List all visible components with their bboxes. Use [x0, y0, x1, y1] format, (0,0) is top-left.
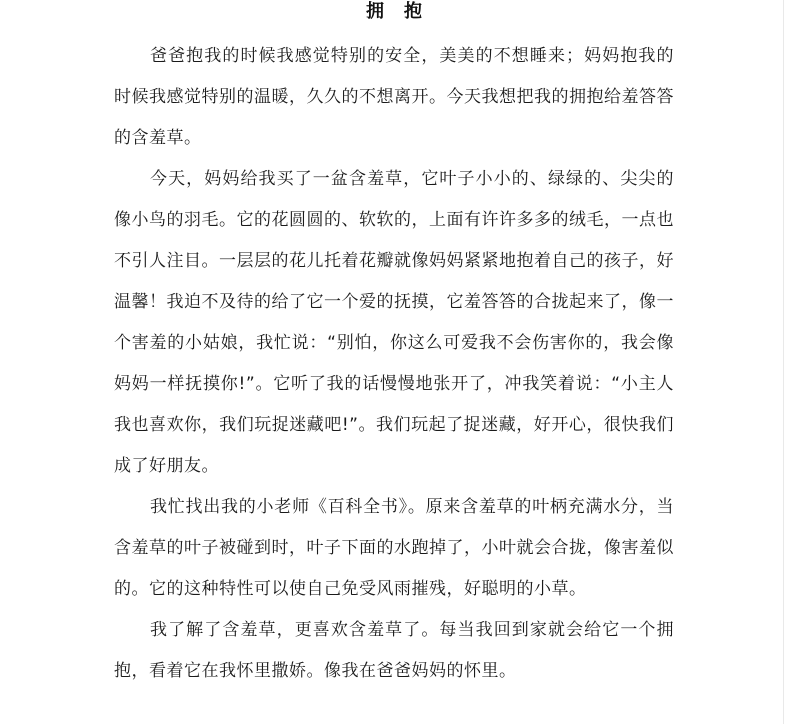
- document-body: [114, 36, 674, 692]
- document-title: 拥抱: [366, 1, 442, 22]
- paragraph-2: 今天，妈妈给我买了一盆含羞草，它叶子小小的、绿绿的、尖尖的像小鸟的羽毛。它的花圆圆的、软软的，上面有许许多多的绒毛，一点也不引人注目。一层层的花儿托着花瓣就像妈妈紧紧地抱着自己的孩子，好温馨！我迫不及待的给了它一个爱的抚摸，它羞答答的合拢起来了，像一个害羞的小姑娘，我忙说：“别怕，你这么可爱我不会伤害你的，我会像妈妈一样抚摸你!”。它听了我的话慢慢地张开了，冲我笑着说：“小主人我也喜欢你，我们玩捉迷藏吧!”。我们玩起了捉迷藏，好开心，很快我们成了好朋友。: [114, 169, 674, 476]
- paragraph-4: 我了解了含羞草，更喜欢含羞草了。每当我回到家就会给它一个拥抱，看着它在我怀里撒娇。像我在爸爸妈妈的怀里。: [114, 620, 674, 681]
- paragraph-3: 我忙找出我的小老师《百科全书》。原来含羞草的叶柄充满水分，当含羞草的叶子被碰到时，叶子下面的水跑掉了，小叶就会合拢，像害羞似的。它的这种特性可以使自己免受风雨摧残，好聪明的小草。: [114, 497, 674, 599]
- paragraph-1: 爸爸抱我的时候我感觉特别的安全，美美的不想睡来；妈妈抱我的时候我感觉特别的温暖，久久的不想离开。今天我想把我的拥抱给羞答答的含羞草。: [114, 46, 674, 148]
- page-edge-divider: [783, 0, 784, 724]
